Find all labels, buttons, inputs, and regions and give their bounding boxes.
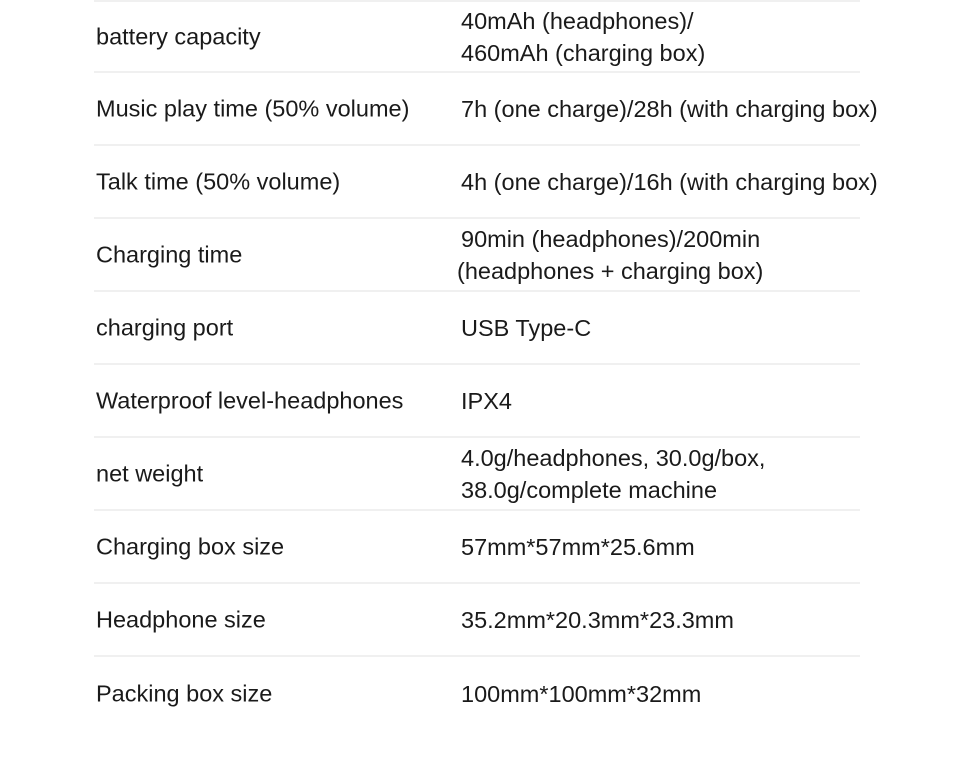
spec-value: [461, 5, 705, 69]
spec-label: Waterproof level-headphones: [96, 387, 404, 413]
spec-value-line: 57mm*57mm*25.6mm: [461, 533, 695, 560]
spec-row-packing-box-size: [94, 657, 860, 730]
spec-value-line: 40mAh (headphones)/: [461, 7, 694, 34]
spec-value: [461, 678, 701, 710]
spec-value-line: 4h (one charge)/16h (with charging box): [461, 168, 878, 195]
spec-label: Charging box size: [96, 533, 285, 559]
spec-value-line: 7h (one charge)/28h (with charging box): [461, 95, 878, 122]
spec-row-charging-port: [94, 292, 860, 365]
spec-label: net weight: [96, 460, 204, 486]
spec-value-line: 90min (headphones)/200min: [461, 225, 761, 252]
spec-row-music-play-time: [94, 73, 878, 146]
spec-label: Charging time: [96, 241, 243, 267]
spec-value: [461, 166, 878, 198]
spec-row-waterproof-level: [94, 365, 860, 438]
spec-value-line: 4.0g/headphones, 30.0g/box,: [461, 444, 766, 471]
spec-row-battery-capacity: [94, 0, 860, 73]
spec-row-talk-time: [94, 146, 878, 219]
spec-value-line: 100mm*100mm*32mm: [461, 680, 702, 707]
spec-row-headphone-size: [94, 584, 860, 657]
spec-value-line: 35.2mm*20.3mm*23.3mm: [461, 606, 734, 633]
spec-value-line: USB Type-C: [461, 314, 592, 341]
spec-label: Headphone size: [96, 606, 266, 632]
spec-label: charging port: [96, 314, 234, 340]
spec-value: [457, 223, 764, 287]
spec-value: [461, 385, 512, 417]
spec-table: [94, 0, 878, 730]
spec-value: [461, 604, 734, 636]
spec-value-line: IPX4: [461, 387, 512, 414]
spec-value: [461, 93, 878, 125]
spec-value-line: 38.0g/complete machine: [461, 476, 718, 503]
spec-value: [461, 442, 765, 506]
spec-row-charging-box-size: [94, 511, 860, 584]
spec-label: Music play time (50% volume): [96, 95, 410, 121]
spec-label: Talk time (50% volume): [96, 168, 341, 194]
spec-value: [461, 312, 591, 344]
spec-label: battery capacity: [96, 23, 261, 49]
spec-row-charging-time: [94, 219, 860, 292]
spec-value-line: (headphones + charging box): [457, 257, 764, 284]
spec-row-net-weight: [94, 438, 860, 511]
spec-value-line: 460mAh (charging box): [461, 39, 706, 66]
spec-label: Packing box size: [96, 680, 273, 706]
spec-value: [461, 531, 695, 563]
